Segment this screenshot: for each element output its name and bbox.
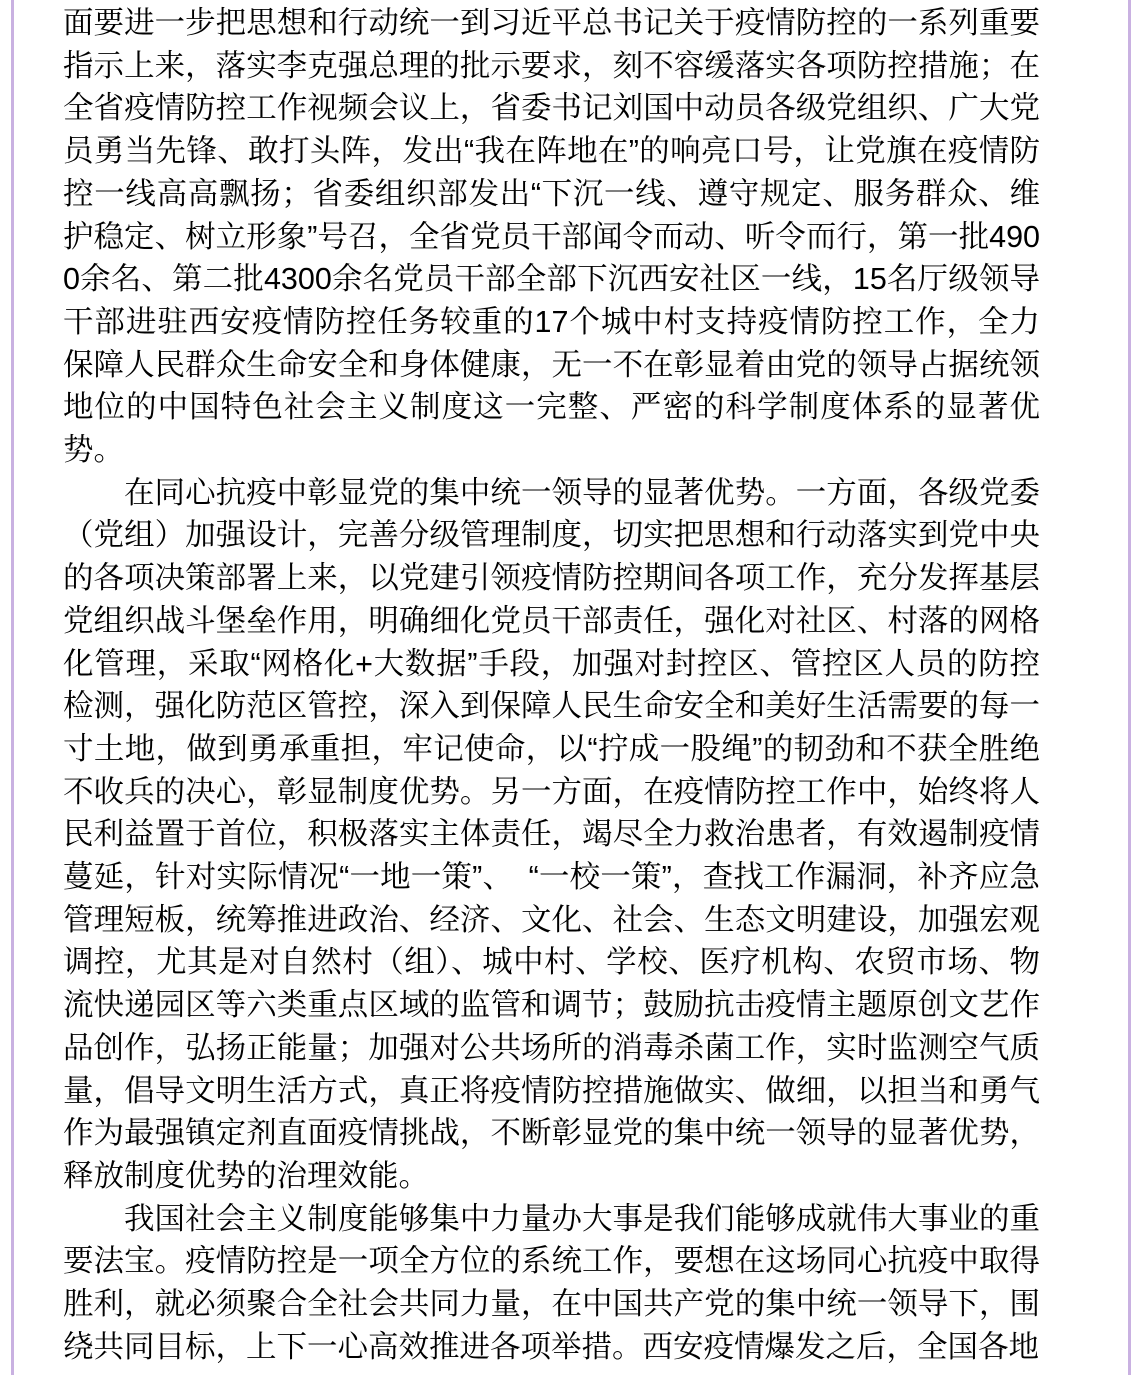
paragraph: 面要进一步把思想和行动统一到习近平总书记关于疫情防控的一系列重要指示上来，落实李克强总理的批示要求，刻不容缓落实各项防控措施；在全省疫情防控工作视频会议上，省委书记刘国中动员各级党组织、广大党员勇当先锋、敢打头阵，发出“我在阵地在”的响亮口号，让党旗在疫情防控一线高高飘扬；省委组织部发出“下沉一线、遵守规定、服务群众、维护稳定、树立形象”号召，全省党员干部闻令而动、听令而行，第一批4900余名、第二批4300余名党员干部全部下沉西安社区一线，15名厅级领导干部进驻西安疫情防控任务较重的17个城中村支持疫情防控工作，全力保障人民群众生命安全和身体健康，无一不在彰显着由党的领导占据统领地位的中国特色社会主义制度这一完整、严密的科学制度体系的显著优势。 xyxy=(63,6,1040,468)
document-text-body xyxy=(14,0,1128,1379)
document-page xyxy=(11,0,1131,1375)
paragraph: 我国社会主义制度能够集中力量办大事是我们能够成就伟大事业的重要法宝。疫情防控是一项全方位的系统工作，要想在这场同心抗疫中取得胜利，就必须聚合全社会共同力量，在中国共产党的集中统一领导下，围绕共同目标，上下一心高效推进各项举措。西安疫情爆发之后，全国各地 xyxy=(63,1201,1040,1364)
paragraph: 在同心抗疫中彰显党的集中统一领导的显著优势。一方面，各级党委（党组）加强设计，完善分级管理制度，切实把思想和行动落实到党中央的各项决策部署上来，以党建引领疫情防控期间各项工作，充分发挥基层党组织战斗堡垒作用，明确细化党员干部责任，强化对社区、村落的网格化管理，采取“网格化+大数据”手段，加强对封控区、管控区人员的防控检测，强化防范区管控，深入到保障人民生命安全和美好生活需要的每一寸土地，做到勇承重担，牢记使命，以“拧成一股绳”的韧劲和不获全胜绝不收兵的决心，彰显制度优势。另一方面，在疫情防控工作中，始终将人民利益置于首位，积极落实主体责任，竭尽全力救治患者，有效遏制疫情蔓延，针对实际情况“一地一策”、 “一校一策”，查找工作漏洞，补齐应急管理短板，统筹推进政治、经济、文化、社会、生态文明建设，加强宏观调控，尤其是对自然村（组）、城中村、学校、医疗机构、农贸市场、物流快递园区等六类重点区域的监管和调节；鼓励抗击疫情主题原创文艺作品创作，弘扬正能量；加强对公共场所的消毒杀菌工作，实时监测空气质量，倡导文明生活方式，真正将疫情防控措施做实、做细，以担当和勇气作为最强镇定剂直面疫情挑战，不断彰显党的集中统一领导的显著优势，释放制度优势的治理效能。 xyxy=(63,475,1040,1193)
